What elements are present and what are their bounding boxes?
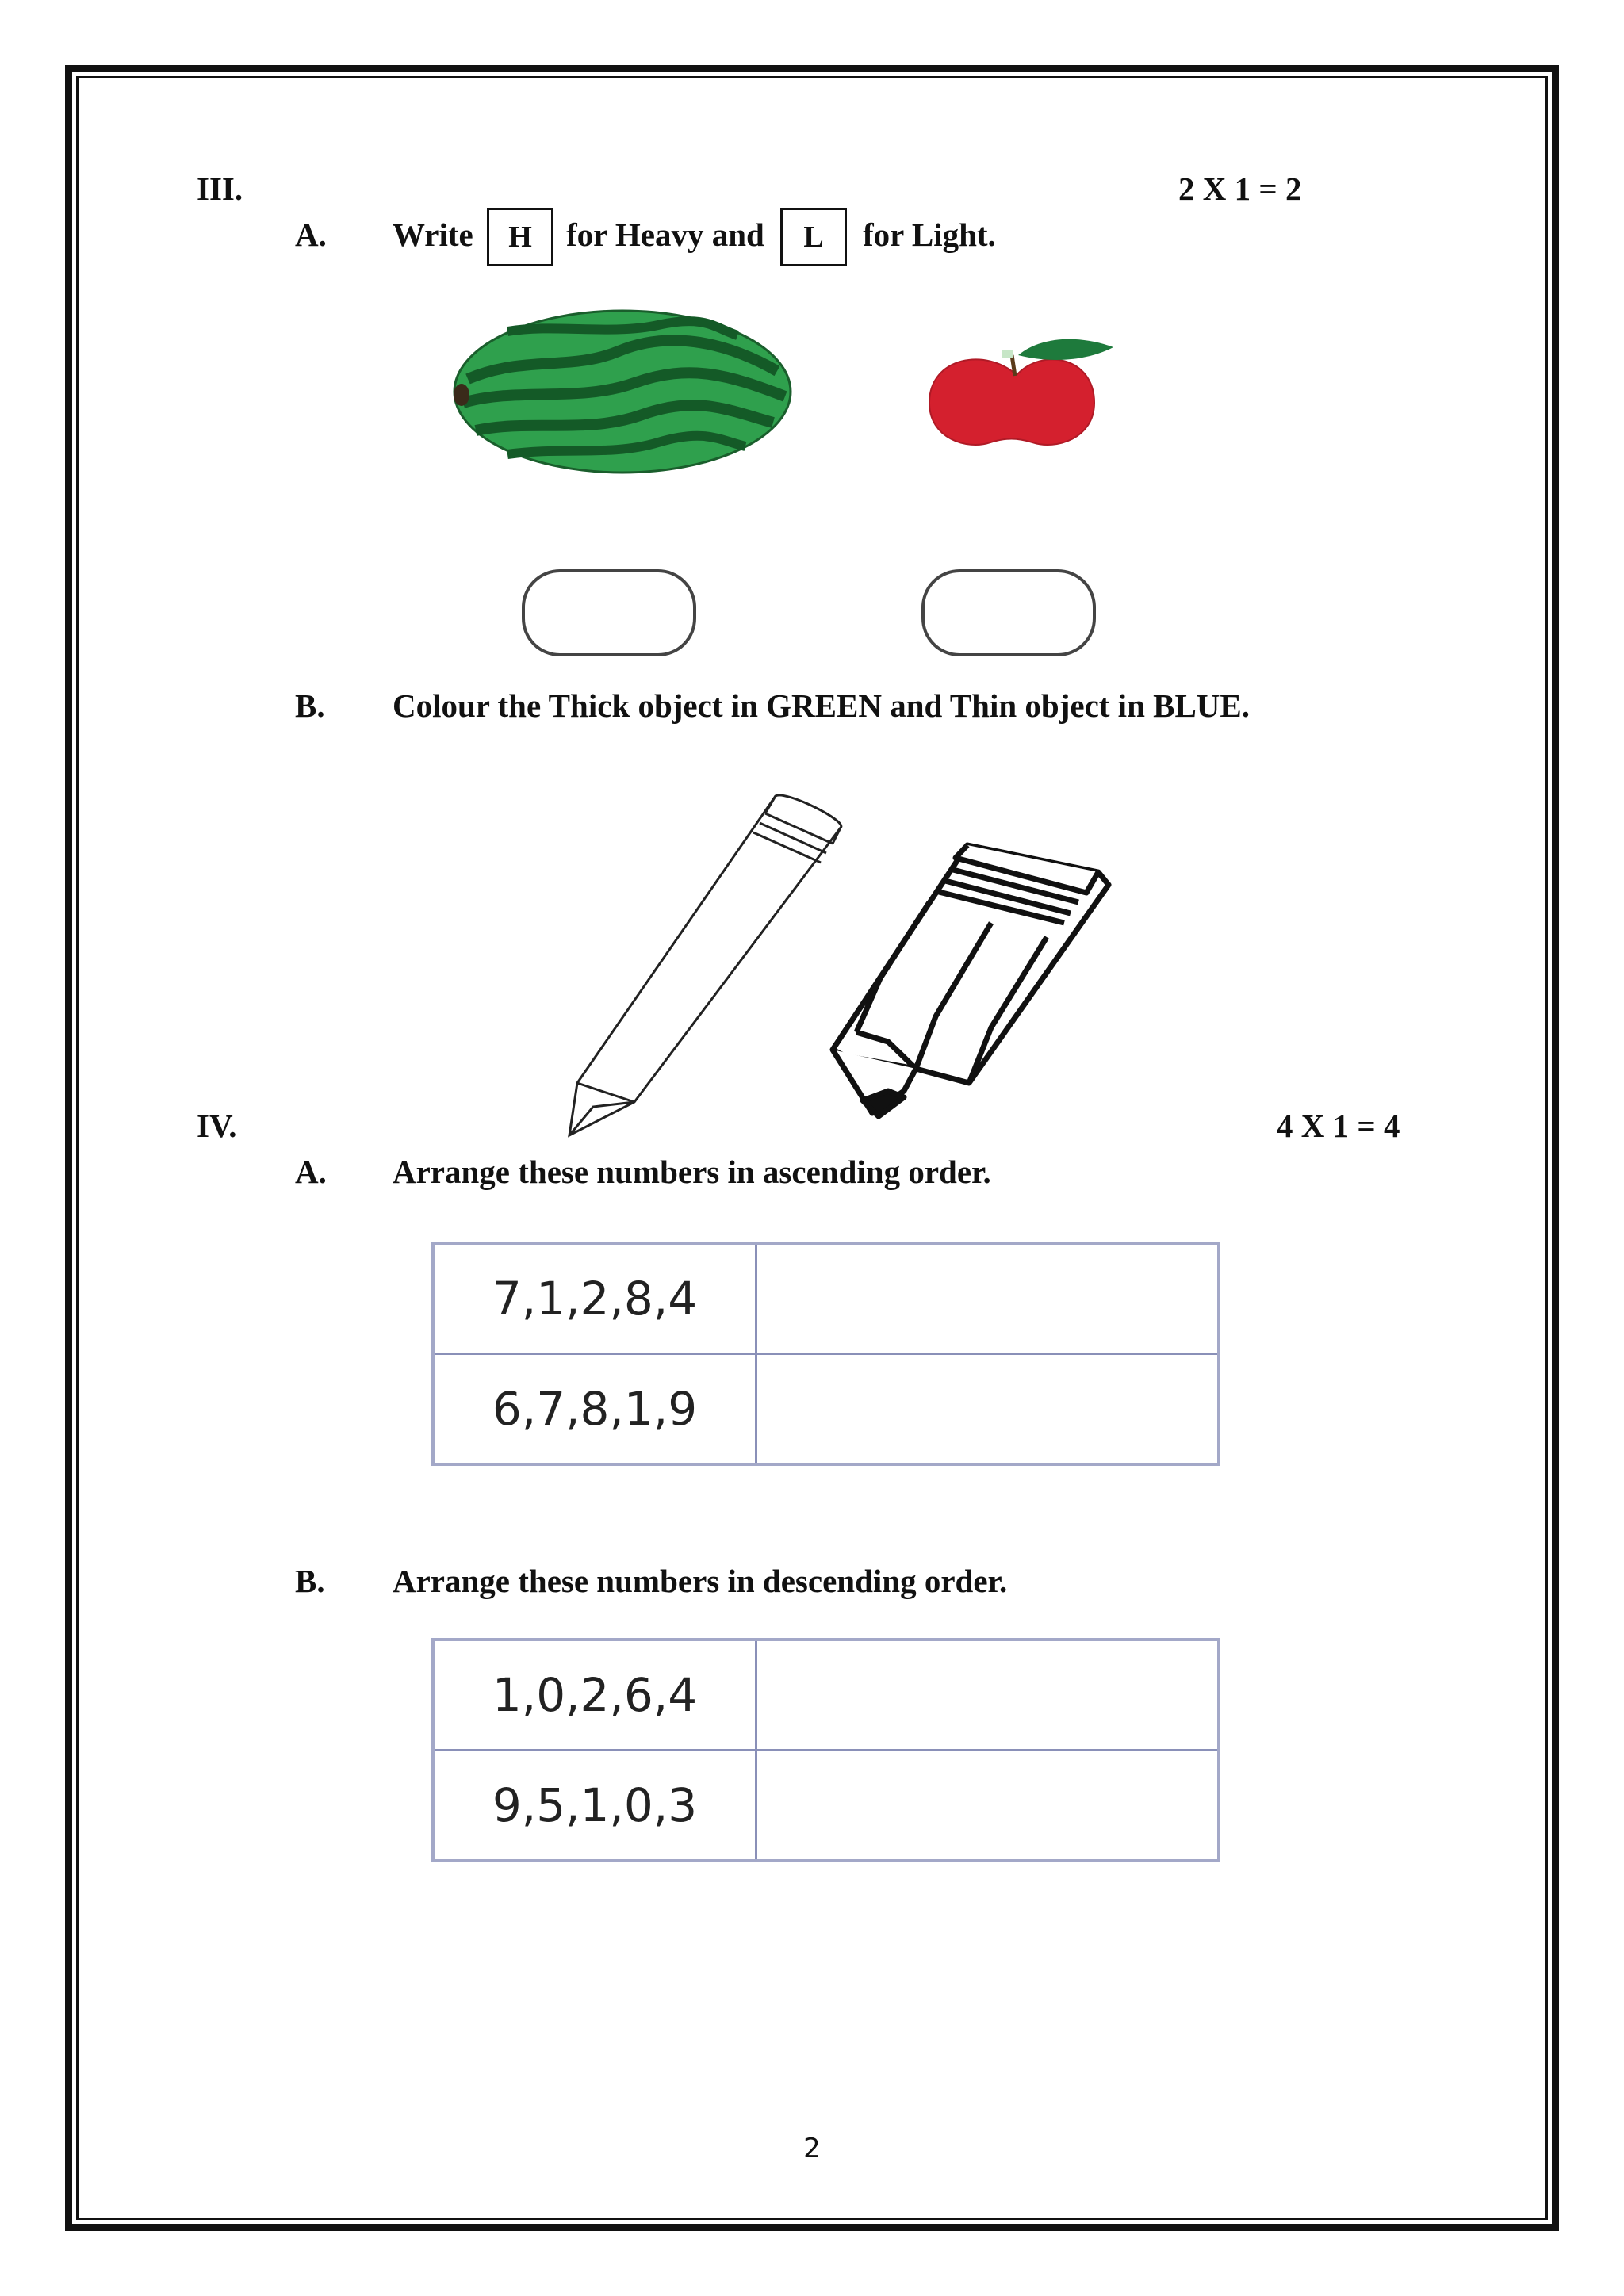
watermelon-answer-oval[interactable] [522, 569, 696, 656]
table-row [433, 1354, 1219, 1465]
section-4-number: IV. [197, 1108, 237, 1144]
table-row [433, 1751, 1219, 1862]
table-row [433, 1243, 1219, 1354]
question-3a-text-after: for Light. [863, 216, 996, 253]
question-4a-letter: A. [295, 1154, 327, 1190]
answer-cell[interactable] [756, 1640, 1220, 1751]
page-border-inner [76, 76, 1548, 2220]
question-3a-letter: A. [295, 216, 327, 253]
thick-pencil [833, 845, 1109, 1116]
question-4b-letter: B. [295, 1563, 325, 1599]
question-4a-text: Arrange these numbers in ascending order. [393, 1154, 991, 1190]
pencils-image [563, 790, 1110, 1143]
number-set: 6,7,8,1,9 [433, 1354, 756, 1465]
watermelon-image [452, 308, 793, 476]
thin-pencil [569, 795, 841, 1135]
answer-cell[interactable] [756, 1243, 1220, 1354]
descending-order-table [431, 1638, 1220, 1862]
heavy-letter-box: H [487, 208, 553, 266]
question-3b-text: Colour the Thick object in GREEN and Thin object in BLUE. [393, 687, 1251, 724]
question-3a-text-middle: for Heavy and [566, 216, 764, 253]
page-number: 2 [803, 2133, 821, 2164]
number-set: 1,0,2,6,4 [433, 1640, 756, 1751]
section-3-number: III. [197, 170, 243, 207]
question-3a-text-before: Write [393, 216, 473, 253]
question-3b-letter: B. [295, 687, 325, 724]
section-4-marks: 4 X 1 = 4 [1277, 1108, 1400, 1144]
apple-answer-oval[interactable] [921, 569, 1096, 656]
answer-cell[interactable] [756, 1354, 1220, 1465]
answer-cell[interactable] [756, 1751, 1220, 1862]
question-4b-text: Arrange these numbers in descending order. [393, 1563, 1008, 1599]
ascending-order-table [431, 1242, 1220, 1466]
number-set: 7,1,2,8,4 [433, 1243, 756, 1354]
apple-image [923, 331, 1121, 450]
light-letter-box: L [780, 208, 847, 266]
number-set: 9,5,1,0,3 [433, 1751, 756, 1862]
section-3-marks: 2 X 1 = 2 [1178, 170, 1302, 207]
table-row [433, 1640, 1219, 1751]
